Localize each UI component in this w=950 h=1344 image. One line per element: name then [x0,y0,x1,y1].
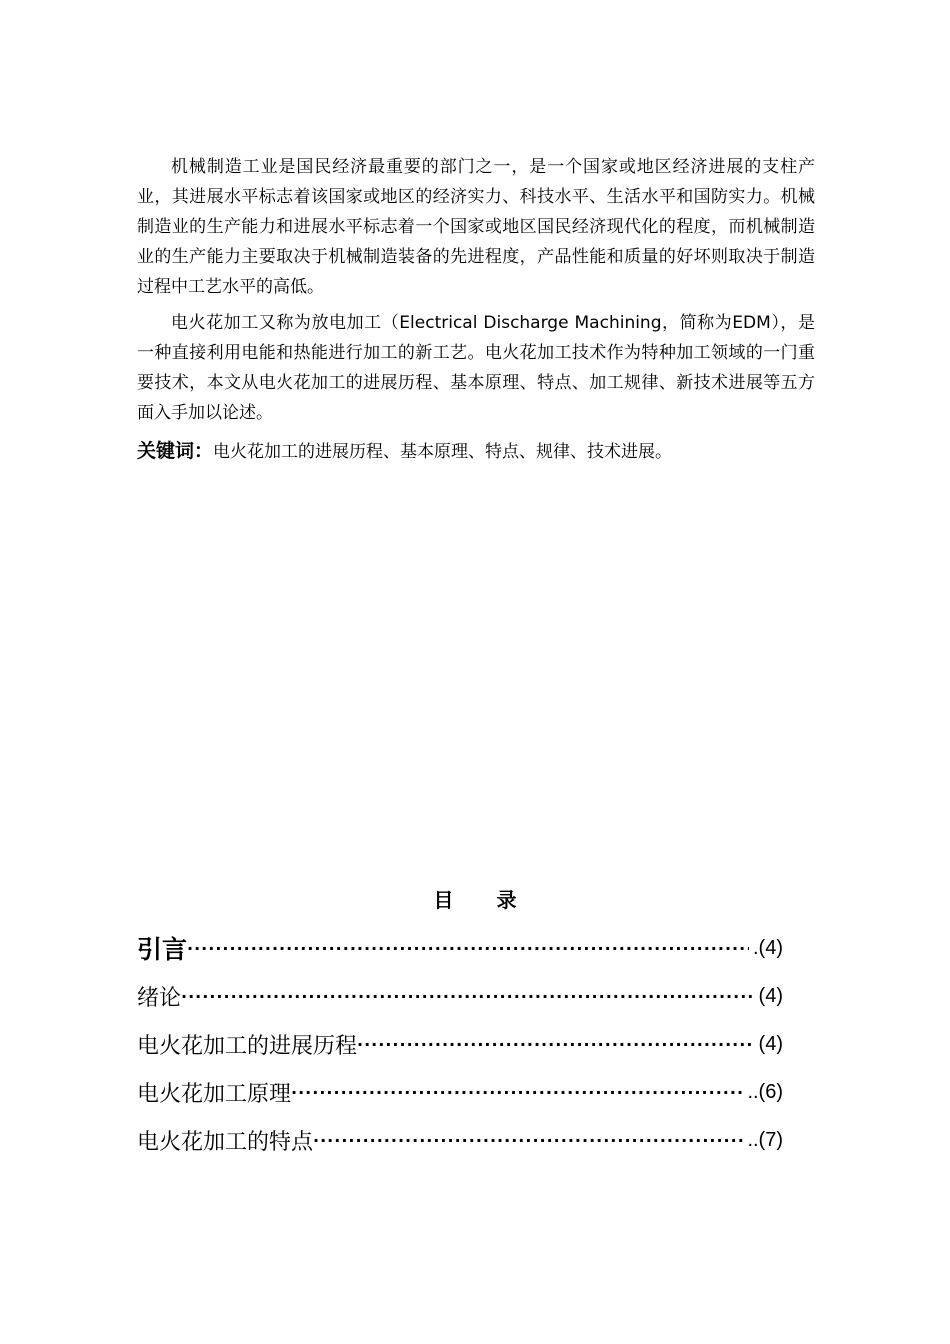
keywords-line [137,436,837,467]
keywords-text: 电火花加工的进展历程、基本原理、特点、规律、技术进展。 [213,442,673,462]
keywords-label: 关键词： [137,440,214,462]
toc-title: 目 录 [433,888,535,912]
toc-entry-label: 绪论 [137,985,182,1011]
toc-entry-page: ..(6) [747,1080,783,1103]
toc-entry-label: 电火花加工的进展历程 [137,1033,358,1059]
toc-leader-dots [187,939,749,958]
toc-entry-page: ..(7) [747,1128,783,1151]
toc-leader-dots [357,1035,755,1054]
abstract-paragraph-1: 机械制造工业是国民经济最重要的部门之一，是一个国家或地区经济进展的支柱产业，其进展水平标志着该国家或地区的经济实力、科技水平、生活水平和国防实力。机械制造业的生产能力和进展水平标志着一个国家或地区国民经济现代化的程度，而机械制造业的生产能力主要取决于机械制造装备的先进程度，产品性能和质量的好坏则取决于制造过程中工艺水平的高低。 [137,157,815,297]
toc-leader-dots [313,1131,743,1150]
toc-entry[interactable] [137,976,783,1016]
toc-entry-label: 电火花加工原理 [137,1081,292,1107]
toc-entry-page: (4) [758,1032,783,1055]
toc-entry[interactable] [137,928,783,968]
abstract-paragraph-2: 电火花加工又称为放电加工（Electrical Discharge Machining，简称为EDM），是一种直接利用电能和热能进行加工的新工艺。电火花加工技术作为特种加工领域的一门重要技术，本文从电火花加工的进展历程、基本原理、特点、加工规律、新技术进展等五方面入手加以论述。 [137,313,815,423]
toc-leader-dots [181,987,755,1006]
toc-entry-page: .(4) [753,936,783,959]
toc-entry-label: 电火花加工的特点 [137,1129,314,1155]
toc-entry-label: 引言 [137,935,188,964]
toc-entry[interactable] [137,1072,783,1112]
toc-leader-dots [291,1083,743,1102]
toc-entry-page: (4) [758,984,783,1007]
toc-entry[interactable] [137,1120,783,1160]
toc-entry[interactable] [137,1024,783,1064]
